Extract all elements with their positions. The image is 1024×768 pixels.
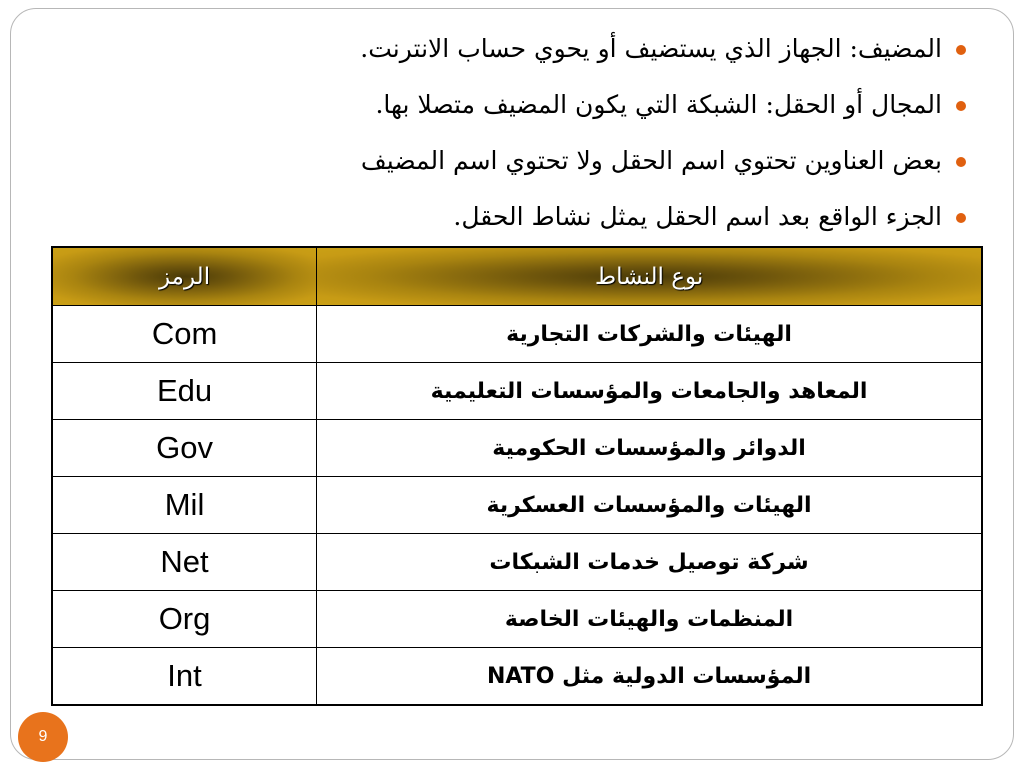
bullet-dot-icon	[956, 45, 966, 55]
code-cell: Net	[52, 534, 317, 591]
table-row	[52, 477, 982, 534]
bullet-item	[206, 202, 966, 232]
activity-cell: الهيئات والشركات التجارية	[317, 306, 982, 363]
bullet-item	[206, 34, 966, 64]
bullet-dot-icon	[956, 213, 966, 223]
code-cell: Gov	[52, 420, 317, 477]
table-row	[52, 363, 982, 420]
bullet-item	[206, 146, 966, 176]
activity-cell: الدوائر والمؤسسات الحكومية	[317, 420, 982, 477]
table-row	[52, 306, 982, 363]
domain-table	[51, 246, 983, 706]
code-cell: Org	[52, 591, 317, 648]
activity-cell: المعاهد والجامعات والمؤسسات التعليمية	[317, 363, 982, 420]
activity-cell: المنظمات والهيئات الخاصة	[317, 591, 982, 648]
header-activity-type: نوع النشاط	[317, 247, 982, 306]
bullet-text: الجزء الواقع بعد اسم الحقل يمثل نشاط الحقل.	[453, 202, 942, 231]
bullet-text: بعض العناوين تحتوي اسم الحقل ولا تحتوي اسم المضيف	[360, 146, 942, 175]
code-cell: Int	[52, 648, 317, 706]
code-cell: Mil	[52, 477, 317, 534]
bullet-text: المضيف: الجهاز الذي يستضيف أو يحوي حساب الانترنت.	[360, 34, 942, 63]
bullet-text: المجال أو الحقل: الشبكة التي يكون المضيف متصلا بها.	[375, 90, 942, 119]
activity-cell: الهيئات والمؤسسات العسكرية	[317, 477, 982, 534]
table-row	[52, 648, 982, 706]
bullet-dot-icon	[956, 157, 966, 167]
table-header-row	[52, 247, 982, 306]
table-row	[52, 591, 982, 648]
header-code: الرمز	[52, 247, 317, 306]
table-row	[52, 420, 982, 477]
activity-cell: المؤسسات الدولية مثل NATO	[317, 648, 982, 706]
code-cell: Com	[52, 306, 317, 363]
bullet-item	[206, 90, 966, 120]
code-cell: Edu	[52, 363, 317, 420]
activity-cell: شركة توصيل خدمات الشبكات	[317, 534, 982, 591]
table-row	[52, 534, 982, 591]
bullet-list	[206, 34, 966, 258]
bullet-dot-icon	[956, 101, 966, 111]
page-number-badge: 9	[18, 712, 68, 762]
